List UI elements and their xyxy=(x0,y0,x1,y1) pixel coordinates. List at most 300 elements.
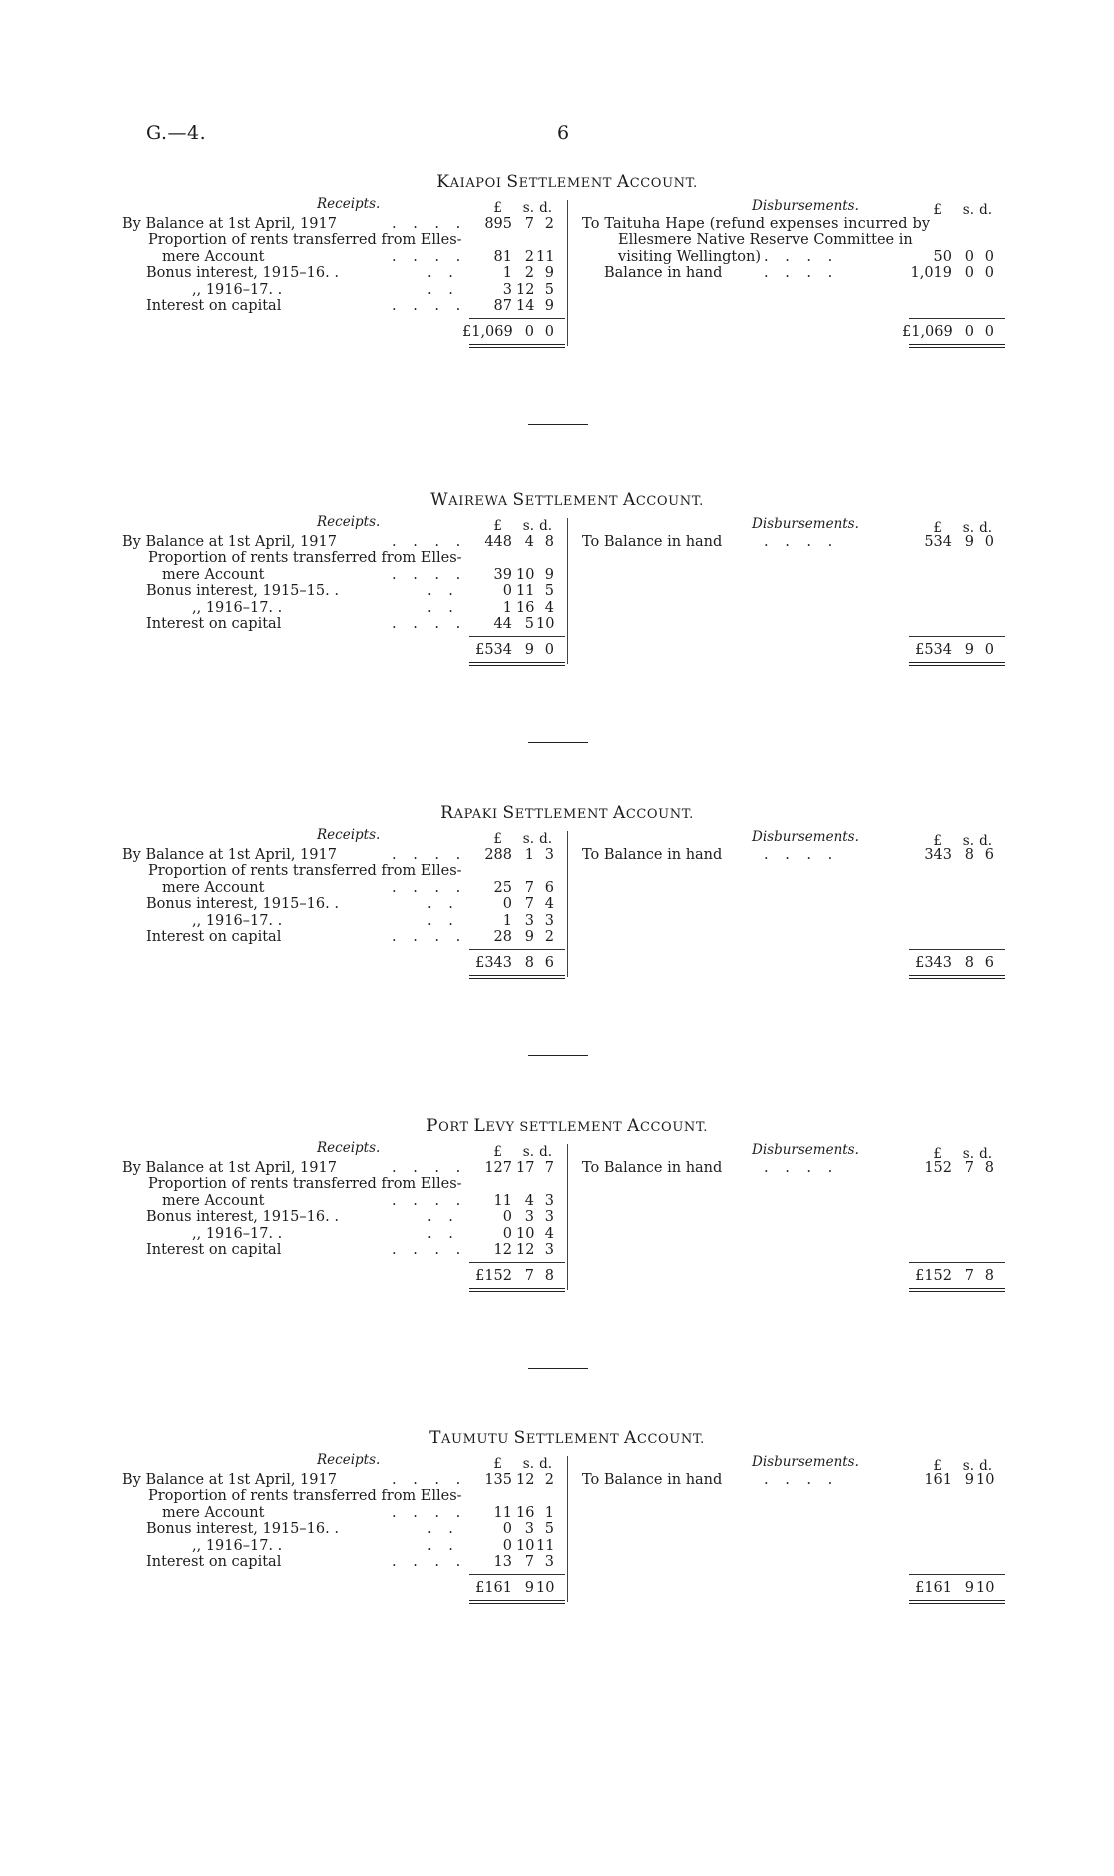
amount-shillings: 0 xyxy=(964,248,974,265)
receipts-lsd-heading xyxy=(472,1144,550,1160)
account-title-part: A xyxy=(616,172,630,192)
disbursement-amount xyxy=(902,265,994,281)
receipt-label: mere Account xyxy=(162,566,265,583)
disbursements-heading: Disbursements. xyxy=(752,1142,859,1158)
amount-shillings: 11 xyxy=(516,583,535,600)
receipt-label: Bonus interest, 1915–16. . xyxy=(146,896,339,913)
account-title-part: AIAPOI xyxy=(449,176,507,191)
disbursements-heading: Disbursements. xyxy=(752,516,859,532)
disbursement-amount xyxy=(902,1472,994,1488)
leader-dots: . . . . xyxy=(392,1472,467,1488)
account-title-part: ETTLEMENT xyxy=(514,807,613,822)
account-title-part: A xyxy=(622,490,636,510)
disbursement-amount xyxy=(902,1160,994,1176)
amount-pounds: 127 xyxy=(484,1160,512,1176)
amount-pounds: £534 xyxy=(915,642,952,658)
total-amount xyxy=(902,1580,994,1596)
receipt-label: By Balance at 1st April, 1917 xyxy=(122,534,337,550)
disbursement-row xyxy=(582,216,1002,232)
receipt-label: Bonus interest, 1915–16. . xyxy=(146,1521,339,1538)
leader-dots: . . . . xyxy=(392,929,467,945)
amount-pence: 3 xyxy=(544,1209,554,1226)
receipt-amount xyxy=(462,913,554,929)
receipt-row xyxy=(122,1488,562,1504)
amount-shillings: 7 xyxy=(524,879,534,896)
receipt-label: Interest on capital xyxy=(146,616,282,632)
amount-pence: 9 xyxy=(544,566,554,583)
leader-dots: . . . . xyxy=(392,1504,467,1521)
receipts-heading: Receipts. xyxy=(317,1140,381,1156)
receipt-amount xyxy=(462,583,554,599)
amount-pounds: 1 xyxy=(502,912,512,929)
receipt-label: ,, 1916–17. . xyxy=(192,599,283,616)
shillings-column-heading: s. xyxy=(962,833,974,849)
amount-pounds: 13 xyxy=(493,1554,512,1570)
subtotal-rule xyxy=(909,318,1005,319)
amount-shillings: 9 xyxy=(524,929,534,945)
disbursement-amount xyxy=(902,534,994,550)
pence-column-heading: d. xyxy=(539,518,552,534)
amount-pence: 10 xyxy=(976,1580,995,1596)
amount-pence: 7 xyxy=(544,1160,554,1176)
amount-shillings: 7 xyxy=(524,1268,534,1284)
section-divider xyxy=(528,1055,588,1056)
pence-column-heading: d. xyxy=(539,1456,552,1472)
receipt-amount xyxy=(462,896,554,912)
amount-pence: 2 xyxy=(544,929,554,945)
shillings-column-heading: s. xyxy=(962,202,974,218)
disbursements-total-row xyxy=(122,955,1012,971)
receipt-row xyxy=(122,550,562,566)
receipt-row xyxy=(122,1521,562,1537)
amount-shillings: 0 xyxy=(524,324,534,340)
pence-column-heading: d. xyxy=(979,1458,992,1474)
receipt-label: Proportion of rents transferred from Elles- xyxy=(148,1176,462,1193)
total-double-rule xyxy=(909,662,1005,666)
receipt-label: Interest on capital xyxy=(146,1242,282,1258)
account-title-part: S xyxy=(506,172,519,192)
account-title-part: P xyxy=(426,1116,439,1136)
amount-pounds: £1,069 xyxy=(462,324,513,340)
disbursements-heading: Disbursements. xyxy=(752,198,859,214)
amount-pounds: 1,019 xyxy=(910,265,952,282)
leader-dots: . . xyxy=(427,281,459,298)
disbursement-row xyxy=(582,847,1002,863)
amount-pence: 4 xyxy=(544,1225,554,1242)
pounds-column-heading: £ xyxy=(493,831,502,847)
disbursement-row xyxy=(582,1160,1002,1176)
receipt-label: Proportion of rents transferred from Elles- xyxy=(148,1488,462,1505)
disbursement-label: To Balance in hand xyxy=(582,534,723,550)
amount-pounds: 1 xyxy=(502,265,512,282)
receipt-amount xyxy=(462,929,554,945)
subtotal-rule xyxy=(909,1262,1005,1263)
total-double-rule xyxy=(469,975,565,979)
account-title xyxy=(122,490,1012,510)
disbursement-label: Ellesmere Native Reserve Committee in xyxy=(618,232,913,249)
amount-pounds: £161 xyxy=(475,1580,512,1596)
receipt-row xyxy=(122,847,562,863)
pence-column-heading: d. xyxy=(979,1146,992,1162)
receipt-row xyxy=(122,880,562,896)
amount-pounds: 81 xyxy=(493,248,512,265)
amount-pence: 0 xyxy=(984,642,994,658)
account-title-part: A xyxy=(612,803,626,823)
amount-shillings: 3 xyxy=(524,1209,534,1226)
pounds-column-heading: £ xyxy=(933,1458,942,1474)
amount-shillings: 8 xyxy=(964,847,974,863)
amount-pounds: 0 xyxy=(502,1537,512,1554)
receipt-label: By Balance at 1st April, 1917 xyxy=(122,847,337,863)
disbursement-label: Balance in hand xyxy=(604,265,723,282)
receipt-label: Bonus interest, 1915–16. . xyxy=(146,1209,339,1226)
amount-pence: 0 xyxy=(984,324,994,340)
pence-column-heading: d. xyxy=(539,831,552,847)
disbursement-label: visiting Wellington) xyxy=(618,248,761,265)
amount-shillings: 10 xyxy=(516,1225,535,1242)
total-amount xyxy=(902,324,994,340)
amount-pence: 10 xyxy=(976,1472,995,1488)
receipt-row xyxy=(122,1554,562,1570)
account-title-part: S xyxy=(513,1428,526,1448)
account-title-part: L xyxy=(473,1116,486,1136)
disbursement-row xyxy=(582,534,1002,550)
amount-shillings: 10 xyxy=(516,1537,535,1554)
receipt-amount xyxy=(462,847,554,863)
subtotal-rule xyxy=(909,636,1005,637)
account-title-part: ORT xyxy=(438,1120,474,1135)
amount-shillings: 0 xyxy=(964,265,974,282)
pence-column-heading: d. xyxy=(539,1144,552,1160)
amount-shillings: 5 xyxy=(524,616,534,632)
receipt-row xyxy=(122,600,562,616)
amount-shillings: 17 xyxy=(516,1160,535,1176)
amount-shillings: 14 xyxy=(516,298,535,314)
amount-shillings: 9 xyxy=(964,1580,974,1596)
amount-pounds: 0 xyxy=(502,896,512,913)
amount-pence: 3 xyxy=(544,912,554,929)
pounds-column-heading: £ xyxy=(493,1144,502,1160)
amount-shillings: 3 xyxy=(524,912,534,929)
leader-dots: . . . . xyxy=(392,1242,467,1258)
amount-pence: 1 xyxy=(544,1504,554,1521)
disbursement-row xyxy=(582,232,1002,248)
amount-pence: 8 xyxy=(544,534,554,550)
disbursements-heading: Disbursements. xyxy=(752,829,859,845)
leader-dots: . . . . xyxy=(392,1192,467,1209)
leader-dots: . . . . xyxy=(764,1160,839,1176)
amount-pence: 4 xyxy=(544,896,554,913)
amount-pence: 9 xyxy=(544,298,554,314)
amount-pence: 6 xyxy=(984,955,994,971)
receipt-row xyxy=(122,896,562,912)
amount-pounds: 11 xyxy=(493,1192,512,1209)
amount-pounds: 0 xyxy=(502,1225,512,1242)
amount-pence: 5 xyxy=(544,281,554,298)
receipt-label: Proportion of rents transferred from Elles- xyxy=(148,863,462,880)
amount-shillings: 9 xyxy=(964,642,974,658)
receipt-row xyxy=(122,929,562,945)
amount-pence: 11 xyxy=(536,248,555,265)
disbursement-row xyxy=(582,265,1002,281)
amount-shillings: 16 xyxy=(516,599,535,616)
account-title-part: CCOUNT. xyxy=(639,1120,708,1135)
leader-dots: . . . . xyxy=(764,265,839,282)
pounds-column-heading: £ xyxy=(933,1146,942,1162)
amount-pounds: 11 xyxy=(493,1504,512,1521)
amount-shillings: 7 xyxy=(964,1268,974,1284)
subtotal-rule xyxy=(469,949,565,950)
pounds-column-heading: £ xyxy=(933,833,942,849)
receipt-label: mere Account xyxy=(162,879,265,896)
total-double-rule xyxy=(909,344,1005,348)
total-double-rule xyxy=(909,1600,1005,1604)
account-title-part: CCOUNT. xyxy=(635,494,704,509)
leader-dots: . . . . xyxy=(392,616,467,632)
receipt-amount xyxy=(462,1209,554,1225)
section-divider xyxy=(528,742,588,743)
receipt-amount xyxy=(462,600,554,616)
leader-dots: . . xyxy=(427,1225,459,1242)
receipt-amount xyxy=(462,1505,554,1521)
shillings-column-heading: s. xyxy=(962,520,974,536)
amount-pence: 2 xyxy=(544,216,554,232)
pounds-column-heading: £ xyxy=(493,1456,502,1472)
amount-pounds: 343 xyxy=(924,847,952,863)
receipt-label: Interest on capital xyxy=(146,929,282,945)
amount-pounds: 50 xyxy=(933,248,952,265)
receipt-row xyxy=(122,616,562,632)
amount-shillings: 9 xyxy=(524,642,534,658)
receipt-amount xyxy=(462,249,554,265)
amount-shillings: 2 xyxy=(524,248,534,265)
shillings-column-heading: s. xyxy=(522,200,534,216)
subtotal-rule xyxy=(909,1574,1005,1575)
receipt-label: Interest on capital xyxy=(146,1554,282,1570)
leader-dots: . . xyxy=(427,1537,459,1554)
disbursement-row xyxy=(582,1472,1002,1488)
receipt-row xyxy=(122,232,562,248)
receipt-row xyxy=(122,216,562,232)
receipt-label: By Balance at 1st April, 1917 xyxy=(122,1472,337,1488)
amount-pounds: 0 xyxy=(502,1209,512,1226)
amount-shillings: 10 xyxy=(516,566,535,583)
receipt-amount xyxy=(462,282,554,298)
leader-dots: . . . . xyxy=(392,248,467,265)
leader-dots: . . . . xyxy=(764,248,839,265)
amount-shillings: 7 xyxy=(524,896,534,913)
total-amount xyxy=(902,642,994,658)
amount-shillings: 8 xyxy=(964,955,974,971)
amount-pence: 5 xyxy=(544,583,554,600)
receipt-row xyxy=(122,534,562,550)
leader-dots: . . . . xyxy=(764,534,839,550)
receipt-label: ,, 1916–17. . xyxy=(192,281,283,298)
disbursement-row xyxy=(582,249,1002,265)
account-title-part: A xyxy=(627,1116,640,1136)
pounds-column-heading: £ xyxy=(493,200,502,216)
amount-pence: 0 xyxy=(544,642,554,658)
amount-shillings: 7 xyxy=(524,216,534,232)
amount-pounds: 161 xyxy=(924,1472,952,1488)
leader-dots: . . . . xyxy=(392,847,467,863)
amount-shillings: 9 xyxy=(524,1580,534,1596)
amount-pence: 3 xyxy=(544,1192,554,1209)
amount-pence: 10 xyxy=(536,616,555,632)
amount-pence: 3 xyxy=(544,1554,554,1570)
total-double-rule xyxy=(469,662,565,666)
receipt-row xyxy=(122,863,562,879)
receipts-heading: Receipts. xyxy=(317,196,381,212)
account-title xyxy=(122,1116,1012,1136)
account-title-part: T xyxy=(429,1428,442,1448)
account-title xyxy=(122,172,1012,192)
pounds-column-heading: £ xyxy=(493,518,502,534)
receipt-row xyxy=(122,1242,562,1258)
leader-dots: . . . . xyxy=(392,879,467,896)
amount-shillings: 16 xyxy=(516,1504,535,1521)
disbursements-total-row xyxy=(122,324,1012,340)
receipts-heading: Receipts. xyxy=(317,827,381,843)
receipt-amount xyxy=(462,1472,554,1488)
amount-pence: 0 xyxy=(984,265,994,282)
receipt-row xyxy=(122,1160,562,1176)
amount-pence: 8 xyxy=(984,1268,994,1284)
receipt-row xyxy=(122,1505,562,1521)
page-number: 6 xyxy=(557,122,570,144)
amount-pence: 8 xyxy=(984,1160,994,1176)
receipt-amount xyxy=(462,1554,554,1570)
pounds-column-heading: £ xyxy=(933,202,942,218)
amount-pence: 3 xyxy=(544,1242,554,1258)
amount-shillings: 3 xyxy=(524,1521,534,1538)
subtotal-rule xyxy=(469,1574,565,1575)
amount-shillings: 8 xyxy=(524,955,534,971)
account-title-part: CCOUNT. xyxy=(625,807,694,822)
receipt-amount xyxy=(462,1538,554,1554)
amount-pounds: 895 xyxy=(484,216,512,232)
amount-shillings: 12 xyxy=(516,1242,535,1258)
section-divider xyxy=(528,424,588,425)
account-title-part: W xyxy=(430,490,449,510)
receipt-row xyxy=(122,1209,562,1225)
receipt-row xyxy=(122,567,562,583)
shillings-column-heading: s. xyxy=(962,1146,974,1162)
amount-pence: 8 xyxy=(544,1268,554,1284)
amount-shillings: 12 xyxy=(516,1472,535,1488)
account-title-part: EVY SETTLEMENT xyxy=(485,1120,628,1135)
receipt-amount xyxy=(462,1226,554,1242)
amount-shillings: 1 xyxy=(524,847,534,863)
receipts-lsd-heading xyxy=(472,518,550,534)
receipt-amount xyxy=(462,1160,554,1176)
amount-pounds: 135 xyxy=(484,1472,512,1488)
amount-pounds: £1,069 xyxy=(902,324,953,340)
leader-dots: . . . . xyxy=(392,1160,467,1176)
amount-shillings: 2 xyxy=(524,265,534,282)
receipt-row xyxy=(122,265,562,281)
receipt-row xyxy=(122,913,562,929)
receipt-label: ,, 1916–17. . xyxy=(192,1537,283,1554)
subtotal-rule xyxy=(469,636,565,637)
amount-pounds: 152 xyxy=(924,1160,952,1176)
amount-shillings: 0 xyxy=(964,324,974,340)
amount-pounds: 28 xyxy=(493,929,512,945)
amount-pounds: 3 xyxy=(502,281,512,298)
amount-pounds: 87 xyxy=(493,298,512,314)
amount-pounds: £152 xyxy=(915,1268,952,1284)
receipt-amount xyxy=(462,298,554,314)
shillings-column-heading: s. xyxy=(962,1458,974,1474)
total-double-rule xyxy=(469,1600,565,1604)
amount-pence: 2 xyxy=(544,1472,554,1488)
receipt-label: ,, 1916–17. . xyxy=(192,912,283,929)
amount-pounds: 44 xyxy=(493,616,512,632)
leader-dots: . . . . xyxy=(392,1554,467,1570)
receipt-amount xyxy=(462,534,554,550)
amount-pence: 0 xyxy=(984,248,994,265)
amount-pence: 6 xyxy=(984,847,994,863)
leader-dots: . . . . xyxy=(392,534,467,550)
disbursements-total-row xyxy=(122,1268,1012,1284)
pence-column-heading: d. xyxy=(979,202,992,218)
account-title xyxy=(122,803,1012,823)
leader-dots: . . . . xyxy=(392,298,467,314)
amount-pence: 10 xyxy=(536,1580,555,1596)
receipts-heading: Receipts. xyxy=(317,1452,381,1468)
receipt-label: ,, 1916–17. . xyxy=(192,1225,283,1242)
subtotal-rule xyxy=(469,318,565,319)
amount-pounds: 1 xyxy=(502,599,512,616)
page-reference: G.—4. xyxy=(146,122,207,144)
amount-pence: 0 xyxy=(544,324,554,340)
total-double-rule xyxy=(469,344,565,348)
disbursements-total-row xyxy=(122,642,1012,658)
amount-pence: 4 xyxy=(544,599,554,616)
amount-pence: 5 xyxy=(544,1521,554,1538)
receipts-heading: Receipts. xyxy=(317,514,381,530)
disbursement-amount xyxy=(902,249,994,265)
receipt-label: Proportion of rents transferred from Elles- xyxy=(148,232,462,249)
amount-shillings: 7 xyxy=(524,1554,534,1570)
receipt-label: Proportion of rents transferred from Elles- xyxy=(148,550,462,567)
disbursements-total-row xyxy=(122,1580,1012,1596)
disbursements-heading: Disbursements. xyxy=(752,1454,859,1470)
amount-pounds: £343 xyxy=(475,955,512,971)
leader-dots: . . xyxy=(427,1209,459,1226)
disbursement-label: To Balance in hand xyxy=(582,847,723,863)
receipt-amount xyxy=(462,616,554,632)
account-title-part: S xyxy=(502,803,515,823)
receipt-row xyxy=(122,298,562,314)
account-title-part: CCOUNT. xyxy=(636,1432,705,1447)
account-title-part: CCOUNT. xyxy=(629,176,698,191)
receipt-row xyxy=(122,1538,562,1554)
amount-pence: 3 xyxy=(544,847,554,863)
leader-dots: . . xyxy=(427,599,459,616)
receipt-amount xyxy=(462,216,554,232)
account-title-part: AUMUTU xyxy=(441,1432,514,1447)
total-double-rule xyxy=(469,1288,565,1292)
leader-dots: . . . . xyxy=(764,1472,839,1488)
pence-column-heading: d. xyxy=(979,833,992,849)
receipt-row xyxy=(122,1226,562,1242)
amount-pence: 0 xyxy=(984,534,994,550)
account-title-part: R xyxy=(440,803,454,823)
pence-column-heading: d. xyxy=(539,200,552,216)
account-title-part: AIREWA xyxy=(448,494,513,509)
account-title xyxy=(122,1428,1012,1448)
